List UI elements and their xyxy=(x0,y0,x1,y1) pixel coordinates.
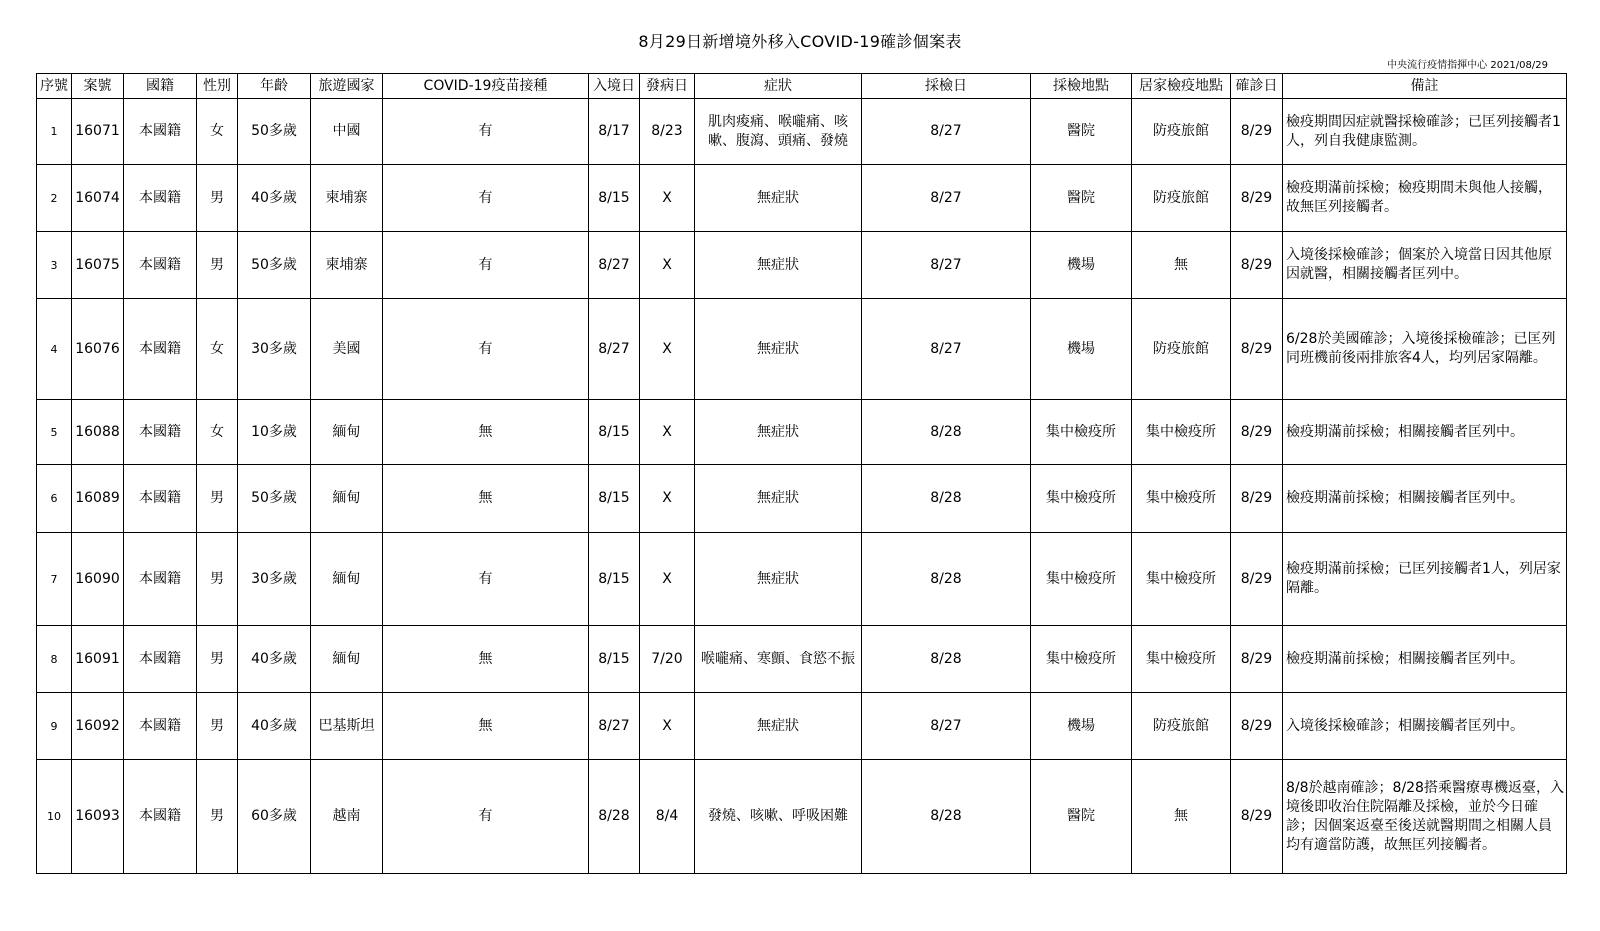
cell-nationality: 本國籍 xyxy=(124,626,197,693)
cell-test-date: 8/27 xyxy=(862,99,1031,165)
cell-nationality: 本國籍 xyxy=(124,165,197,232)
cell-index: 5 xyxy=(37,400,72,465)
cell-symptoms: 無症狀 xyxy=(695,693,862,760)
table-row xyxy=(37,165,1567,232)
cell-travel-country: 柬埔寨 xyxy=(311,165,383,232)
cell-remarks: 檢疫期滿前採檢；檢疫期間未與他人接觸，故無匡列接觸者。 xyxy=(1283,165,1567,232)
cell-quarantine-location: 集中檢疫所 xyxy=(1132,400,1231,465)
cell-case-no: 16090 xyxy=(72,533,124,626)
cell-sex: 男 xyxy=(197,533,238,626)
page-title: 8月29日新增境外移入COVID-19確診個案表 xyxy=(638,32,962,51)
header-test-location: 採檢地點 xyxy=(1031,74,1132,99)
cell-sex: 男 xyxy=(197,626,238,693)
cell-confirm-date: 8/29 xyxy=(1231,465,1283,533)
cell-travel-country: 中國 xyxy=(311,99,383,165)
cell-case-no: 16074 xyxy=(72,165,124,232)
table-row xyxy=(37,400,1567,465)
cell-onset-date: X xyxy=(640,400,695,465)
cell-age: 50多歲 xyxy=(238,232,311,299)
cell-onset-date: X xyxy=(640,465,695,533)
cell-test-location: 集中檢疫所 xyxy=(1031,626,1132,693)
cell-quarantine-location: 集中檢疫所 xyxy=(1132,626,1231,693)
cell-index: 3 xyxy=(37,232,72,299)
cell-onset-date: X xyxy=(640,533,695,626)
cell-confirm-date: 8/29 xyxy=(1231,400,1283,465)
table-body xyxy=(37,99,1567,874)
cell-sex: 男 xyxy=(197,465,238,533)
cell-test-location: 集中檢疫所 xyxy=(1031,400,1132,465)
cell-vaccine: 有 xyxy=(383,165,589,232)
cell-quarantine-location: 無 xyxy=(1132,760,1231,874)
cell-age: 50多歲 xyxy=(238,99,311,165)
cell-index: 9 xyxy=(37,693,72,760)
cell-nationality: 本國籍 xyxy=(124,465,197,533)
cell-case-no: 16071 xyxy=(72,99,124,165)
cell-test-location: 機場 xyxy=(1031,693,1132,760)
cell-test-date: 8/28 xyxy=(862,626,1031,693)
cell-confirm-date: 8/29 xyxy=(1231,626,1283,693)
cell-entry-date: 8/17 xyxy=(589,99,640,165)
header-symptoms: 症狀 xyxy=(695,74,862,99)
cell-index: 1 xyxy=(37,99,72,165)
cell-nationality: 本國籍 xyxy=(124,299,197,400)
cell-test-date: 8/28 xyxy=(862,400,1031,465)
cell-test-date: 8/28 xyxy=(862,760,1031,874)
header-sex: 性別 xyxy=(197,74,238,99)
cell-sex: 男 xyxy=(197,760,238,874)
cell-test-location: 機場 xyxy=(1031,232,1132,299)
cell-quarantine-location: 防疫旅館 xyxy=(1132,99,1231,165)
cell-age: 30多歲 xyxy=(238,299,311,400)
cell-case-no: 16075 xyxy=(72,232,124,299)
cell-vaccine: 有 xyxy=(383,533,589,626)
cell-index: 7 xyxy=(37,533,72,626)
cell-test-date: 8/27 xyxy=(862,299,1031,400)
table-row xyxy=(37,232,1567,299)
cell-quarantine-location: 集中檢疫所 xyxy=(1132,465,1231,533)
cell-age: 50多歲 xyxy=(238,465,311,533)
table-row xyxy=(37,299,1567,400)
cell-remarks: 檢疫期滿前採檢；已匡列接觸者1人，列居家隔離。 xyxy=(1283,533,1567,626)
cell-entry-date: 8/15 xyxy=(589,465,640,533)
cell-sex: 男 xyxy=(197,232,238,299)
cell-age: 30多歲 xyxy=(238,533,311,626)
cell-index: 6 xyxy=(37,465,72,533)
cell-confirm-date: 8/29 xyxy=(1231,99,1283,165)
table-row xyxy=(37,99,1567,165)
header-onset-date: 發病日 xyxy=(640,74,695,99)
cell-remarks: 入境後採檢確診；相關接觸者匡列中。 xyxy=(1283,693,1567,760)
cell-vaccine: 無 xyxy=(383,465,589,533)
cell-test-location: 集中檢疫所 xyxy=(1031,465,1132,533)
cell-case-no: 16091 xyxy=(72,626,124,693)
cell-onset-date: 8/4 xyxy=(640,760,695,874)
cell-entry-date: 8/15 xyxy=(589,533,640,626)
header-vaccine: COVID-19疫苗接種 xyxy=(383,74,589,99)
cell-travel-country: 緬甸 xyxy=(311,533,383,626)
cell-vaccine: 無 xyxy=(383,693,589,760)
cell-entry-date: 8/27 xyxy=(589,693,640,760)
cell-onset-date: X xyxy=(640,299,695,400)
cell-symptoms: 發燒、咳嗽、呼吸困難 xyxy=(695,760,862,874)
cell-entry-date: 8/28 xyxy=(589,760,640,874)
cell-sex: 女 xyxy=(197,400,238,465)
cell-symptoms: 喉嚨痛、寒顫、食慾不振 xyxy=(695,626,862,693)
cell-confirm-date: 8/29 xyxy=(1231,232,1283,299)
cell-entry-date: 8/15 xyxy=(589,626,640,693)
cell-entry-date: 8/27 xyxy=(589,232,640,299)
cell-case-no: 16076 xyxy=(72,299,124,400)
cell-vaccine: 有 xyxy=(383,232,589,299)
cell-vaccine: 有 xyxy=(383,99,589,165)
cell-nationality: 本國籍 xyxy=(124,232,197,299)
cell-age: 40多歲 xyxy=(238,626,311,693)
cell-confirm-date: 8/29 xyxy=(1231,165,1283,232)
cell-symptoms: 無症狀 xyxy=(695,400,862,465)
cell-travel-country: 緬甸 xyxy=(311,400,383,465)
cell-symptoms: 無症狀 xyxy=(695,232,862,299)
cell-age: 40多歲 xyxy=(238,693,311,760)
cell-symptoms: 無症狀 xyxy=(695,299,862,400)
cell-entry-date: 8/15 xyxy=(589,165,640,232)
cell-quarantine-location: 防疫旅館 xyxy=(1132,165,1231,232)
source-date: 中央流行疫情指揮中心 2021/08/29 xyxy=(1387,60,1548,71)
cell-test-date: 8/28 xyxy=(862,533,1031,626)
cell-age: 40多歲 xyxy=(238,165,311,232)
cell-vaccine: 有 xyxy=(383,760,589,874)
cell-onset-date: 7/20 xyxy=(640,626,695,693)
cell-quarantine-location: 集中檢疫所 xyxy=(1132,533,1231,626)
table-header xyxy=(37,74,1567,99)
cell-age: 10多歲 xyxy=(238,400,311,465)
cell-confirm-date: 8/29 xyxy=(1231,693,1283,760)
header-confirm-date: 確診日 xyxy=(1231,74,1283,99)
cell-vaccine: 無 xyxy=(383,626,589,693)
cell-test-location: 醫院 xyxy=(1031,99,1132,165)
header-test-date: 採檢日 xyxy=(862,74,1031,99)
table-row xyxy=(37,626,1567,693)
cell-quarantine-location: 無 xyxy=(1132,232,1231,299)
table-row xyxy=(37,760,1567,874)
cell-confirm-date: 8/29 xyxy=(1231,299,1283,400)
header-index: 序號 xyxy=(37,74,72,99)
cell-nationality: 本國籍 xyxy=(124,760,197,874)
cell-remarks: 檢疫期間因症就醫採檢確診；已匡列接觸者1人，列自我健康監測。 xyxy=(1283,99,1567,165)
cell-symptoms: 無症狀 xyxy=(695,165,862,232)
cell-test-location: 醫院 xyxy=(1031,165,1132,232)
cell-nationality: 本國籍 xyxy=(124,99,197,165)
cell-onset-date: X xyxy=(640,693,695,760)
cell-test-date: 8/27 xyxy=(862,232,1031,299)
cell-onset-date: X xyxy=(640,165,695,232)
cell-symptoms: 肌肉痠痛、喉嚨痛、咳嗽、腹瀉、頭痛、發燒 xyxy=(695,99,862,165)
cell-travel-country: 巴基斯坦 xyxy=(311,693,383,760)
cell-sex: 女 xyxy=(197,299,238,400)
cell-onset-date: 8/23 xyxy=(640,99,695,165)
cell-vaccine: 無 xyxy=(383,400,589,465)
cell-remarks: 6/28於美國確診；入境後採檢確診；已匡列同班機前後兩排旅客4人，均列居家隔離。 xyxy=(1283,299,1567,400)
header-travel-country: 旅遊國家 xyxy=(311,74,383,99)
table-row xyxy=(37,693,1567,760)
cell-index: 4 xyxy=(37,299,72,400)
cell-remarks: 入境後採檢確診；個案於入境當日因其他原因就醫，相關接觸者匡列中。 xyxy=(1283,232,1567,299)
cell-remarks: 檢疫期滿前採檢；相關接觸者匡列中。 xyxy=(1283,400,1567,465)
cell-quarantine-location: 防疫旅館 xyxy=(1132,693,1231,760)
case-table xyxy=(36,73,1567,874)
table-row xyxy=(37,465,1567,533)
cell-symptoms: 無症狀 xyxy=(695,533,862,626)
cell-symptoms: 無症狀 xyxy=(695,465,862,533)
cell-case-no: 16093 xyxy=(72,760,124,874)
cell-index: 8 xyxy=(37,626,72,693)
cell-test-location: 機場 xyxy=(1031,299,1132,400)
cell-travel-country: 越南 xyxy=(311,760,383,874)
cell-entry-date: 8/15 xyxy=(589,400,640,465)
cell-onset-date: X xyxy=(640,232,695,299)
table-row xyxy=(37,533,1567,626)
cell-remarks: 檢疫期滿前採檢；相關接觸者匡列中。 xyxy=(1283,626,1567,693)
cell-travel-country: 柬埔寨 xyxy=(311,232,383,299)
cell-sex: 男 xyxy=(197,165,238,232)
cell-entry-date: 8/27 xyxy=(589,299,640,400)
cell-travel-country: 緬甸 xyxy=(311,626,383,693)
header-entry-date: 入境日 xyxy=(589,74,640,99)
cell-confirm-date: 8/29 xyxy=(1231,760,1283,874)
header-quarantine-location: 居家檢疫地點 xyxy=(1132,74,1231,99)
cell-quarantine-location: 防疫旅館 xyxy=(1132,299,1231,400)
header-case-no: 案號 xyxy=(72,74,124,99)
cell-nationality: 本國籍 xyxy=(124,693,197,760)
cell-test-location: 集中檢疫所 xyxy=(1031,533,1132,626)
cell-confirm-date: 8/29 xyxy=(1231,533,1283,626)
cell-test-date: 8/28 xyxy=(862,465,1031,533)
cell-travel-country: 美國 xyxy=(311,299,383,400)
cell-test-date: 8/27 xyxy=(862,165,1031,232)
cell-index: 10 xyxy=(37,760,72,874)
cell-sex: 男 xyxy=(197,693,238,760)
header-nationality: 國籍 xyxy=(124,74,197,99)
cell-nationality: 本國籍 xyxy=(124,400,197,465)
cell-age: 60多歲 xyxy=(238,760,311,874)
cell-vaccine: 有 xyxy=(383,299,589,400)
header-age: 年齡 xyxy=(238,74,311,99)
cell-nationality: 本國籍 xyxy=(124,533,197,626)
cell-test-location: 醫院 xyxy=(1031,760,1132,874)
cell-case-no: 16092 xyxy=(72,693,124,760)
cell-case-no: 16088 xyxy=(72,400,124,465)
cell-sex: 女 xyxy=(197,99,238,165)
cell-remarks: 檢疫期滿前採檢；相關接觸者匡列中。 xyxy=(1283,465,1567,533)
cell-remarks: 8/8於越南確診；8/28搭乘醫療專機返臺，入境後即收治住院隔離及採檢，並於今日確診；因個案返臺至後送就醫期間之相關人員均有適當防護，故無匡列接觸者。 xyxy=(1283,760,1567,874)
cell-case-no: 16089 xyxy=(72,465,124,533)
cell-travel-country: 緬甸 xyxy=(311,465,383,533)
cell-index: 2 xyxy=(37,165,72,232)
cell-test-date: 8/27 xyxy=(862,693,1031,760)
header-remarks: 備註 xyxy=(1283,74,1567,99)
